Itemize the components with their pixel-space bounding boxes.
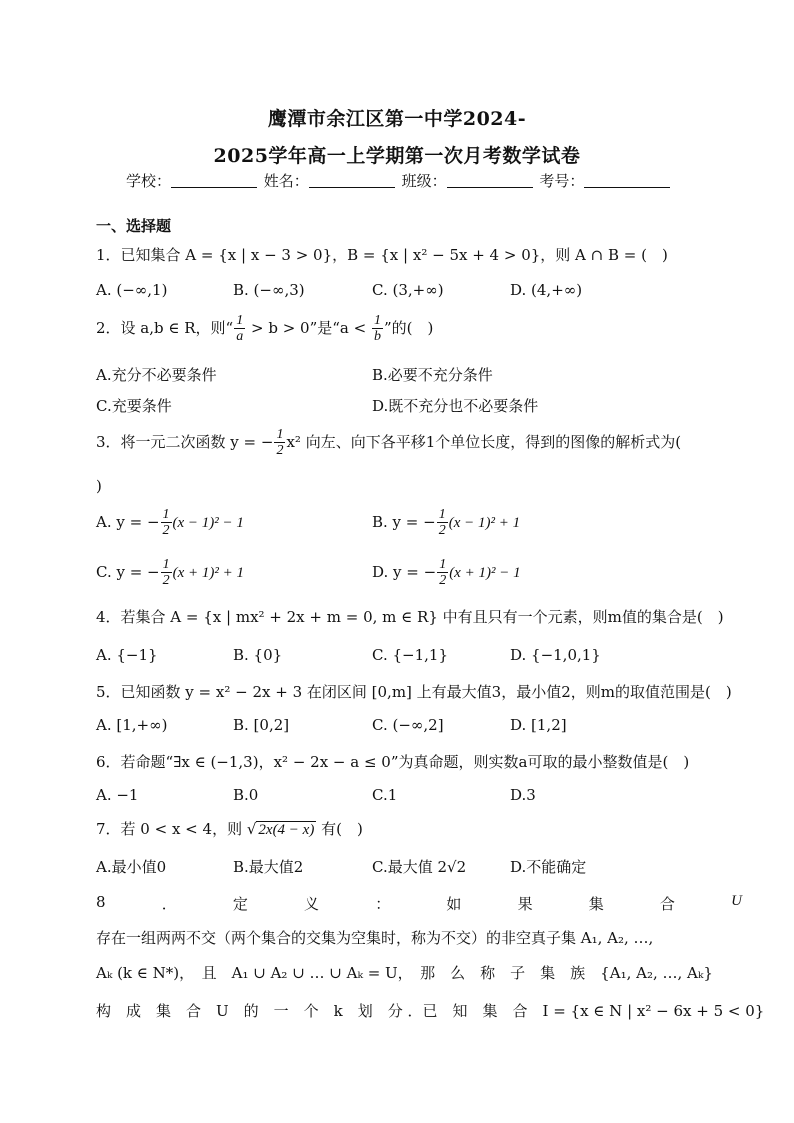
q8-token: 集 [588,895,604,913]
q2-option-b: B.必要不充分条件 [372,366,493,384]
option-label: C. y = − [96,563,160,581]
q5-option-b: B. [0,2] [233,716,290,734]
q2-suffix: ”的( ) [383,319,434,337]
option-expression: (x − 1)² + 1 [448,515,521,531]
option-label: A. y = − [96,513,160,531]
q7-option-a: A.最小值0 [96,858,167,876]
exam-number-label: 考号： [539,172,585,190]
q2-prefix: 2．设 a,b ∈ R，则“ [96,319,234,337]
q6-option-d: D.3 [510,786,536,804]
fraction-half [161,558,172,588]
sqrt-icon: √ [246,820,257,838]
class-label: 班级： [401,172,447,190]
q2-middle: > b > 0”是“a < [246,319,371,337]
question-8-line-2: 存在一组两两不交（两个集合的交集为空集时，称为不交）的非空真子集 A₁, A₂, …, [96,929,654,947]
q1-option-c: C. (3,+∞) [372,281,444,299]
fraction-denominator: 2 [276,443,284,458]
q7-option-b: B.最大值2 [233,858,304,876]
option-label: B. y = − [372,513,436,531]
fraction-denominator: 2 [438,523,446,538]
school-blank [171,173,257,188]
fraction-numerator: 1 [236,313,244,328]
q1-option-d: D. (4,+∞) [510,281,583,299]
q5-option-c: C. (−∞,2] [372,716,444,734]
fraction-denominator: 2 [439,573,447,588]
q6-option-a: A. −1 [96,786,139,804]
q7-option-d: D.不能确定 [510,858,587,876]
question-6-stem: 6．若命题“∃x ∈ (−1,3)，x² − 2x − a ≤ 0”为真命题，则实数a可取的最小整数值是( ) [96,753,690,771]
q4-option-b: B. {0} [233,646,283,664]
q3-prefix: 3．将一元二次函数 y = − [96,433,274,451]
question-2-stem [96,314,433,344]
question-8-line-1 [96,893,742,914]
question-8-line-3: Aₖ (k ∈ N*)， 且 A₁ ∪ A₂ ∪ … ∪ Aₖ = U， 那 么 称 子 集 族 {A₁, A₂, …, Aₖ} [96,964,713,982]
option-expression: (x + 1)² + 1 [172,565,245,581]
q8-token: U [731,893,742,909]
q8-token: 果 [517,895,533,913]
name-blank [309,173,395,188]
q5-option-d: D. [1,2] [510,716,567,734]
fraction-half [161,508,172,538]
section-heading-choice: 一、选择题 [96,217,172,235]
q4-option-d: D. {−1,0,1} [510,646,601,664]
q8-token: 义 [304,895,320,913]
q8-token: 定 [232,895,248,913]
fraction-denominator: b [373,329,381,344]
q7-radicand: 2x(4 − x) [258,822,315,838]
name-label: 姓名： [263,172,309,190]
exam-title-line1: 鹰潭市余江区第一中学2024- [267,108,527,130]
question-1-stem: 1．已知集合 A = {x | x − 3 > 0}，B = {x | x² − 5x + 4 > 0}，则 A ∩ B = ( ) [96,246,668,264]
school-label: 学校： [126,172,172,190]
q4-option-a: A. {−1} [96,646,158,664]
q2-option-d: D.既不充分也不必要条件 [372,397,539,415]
q6-option-b: B.0 [233,786,259,804]
q7-suffix: 有( ) [316,820,363,838]
q2-fraction-1-over-b [372,314,383,344]
fraction-half [437,508,448,538]
q2-fraction-1-over-a [234,314,245,344]
fraction-denominator: a [236,329,244,344]
exam-number-blank [584,173,670,188]
question-7-stem [96,818,363,839]
q3-option-d [372,558,521,588]
option-expression: (x − 1)² − 1 [172,515,244,531]
q8-token: 如 [446,895,462,913]
student-info-fields [126,170,672,191]
q8-token: 8 [96,893,106,911]
q8-token: ． [161,895,177,913]
question-3-continuation: ) [96,477,102,495]
q6-option-c: C.1 [372,786,398,804]
q7-option-c: C.最大值 2√2 [372,858,467,876]
option-expression: (x + 1)² − 1 [449,565,521,581]
q5-option-a: A. [1,+∞) [96,716,168,734]
class-blank [447,173,533,188]
q8-token: 合 [659,895,675,913]
q2-option-c: C.充要条件 [96,397,172,415]
q8-token: ： [375,895,391,913]
fraction-numerator: 1 [162,557,170,572]
fraction-numerator: 1 [438,507,446,522]
question-4-stem: 4．若集合 A = {x | mx² + 2x + m = 0, m ∈ R} 中有且只有一个元素，则m值的集合是( ) [96,608,724,626]
question-3-stem [96,428,681,458]
fraction-numerator: 1 [373,313,381,328]
q2-option-a: A.充分不必要条件 [96,366,217,384]
q1-option-b: B. (−∞,3) [233,281,305,299]
fraction-numerator: 1 [276,427,284,442]
q3-suffix: x² 向左、向下各平移1个单位长度，得到的图像的解析式为( [286,433,682,451]
exam-title-line2: 2025学年高一上学期第一次月考数学试卷 [213,145,581,167]
q3-option-a [96,508,244,538]
q4-option-c: C. {−1,1} [372,646,448,664]
q3-fraction-half [274,428,285,458]
fraction-numerator: 1 [162,507,170,522]
q3-option-b [372,508,520,538]
question-5-stem: 5．已知函数 y = x² − 2x + 3 在闭区间 [0,m] 上有最大值3，最小值2，则m的取值范围是( ) [96,683,732,701]
fraction-numerator: 1 [439,557,447,572]
q3-option-c [96,558,244,588]
fraction-denominator: 2 [162,573,170,588]
fraction-denominator: 2 [162,523,170,538]
q7-prefix: 7．若 0 < x < 4，则 [96,820,247,838]
fraction-half [437,558,448,588]
q1-option-a: A. (−∞,1) [96,281,168,299]
option-label: D. y = − [372,563,437,581]
question-8-line-4: 构 成 集 合 U 的 一 个 k 划 分 ．已 知 集 合 I = {x ∈ N | x² − 6x + 5 < 0} [96,1002,765,1020]
